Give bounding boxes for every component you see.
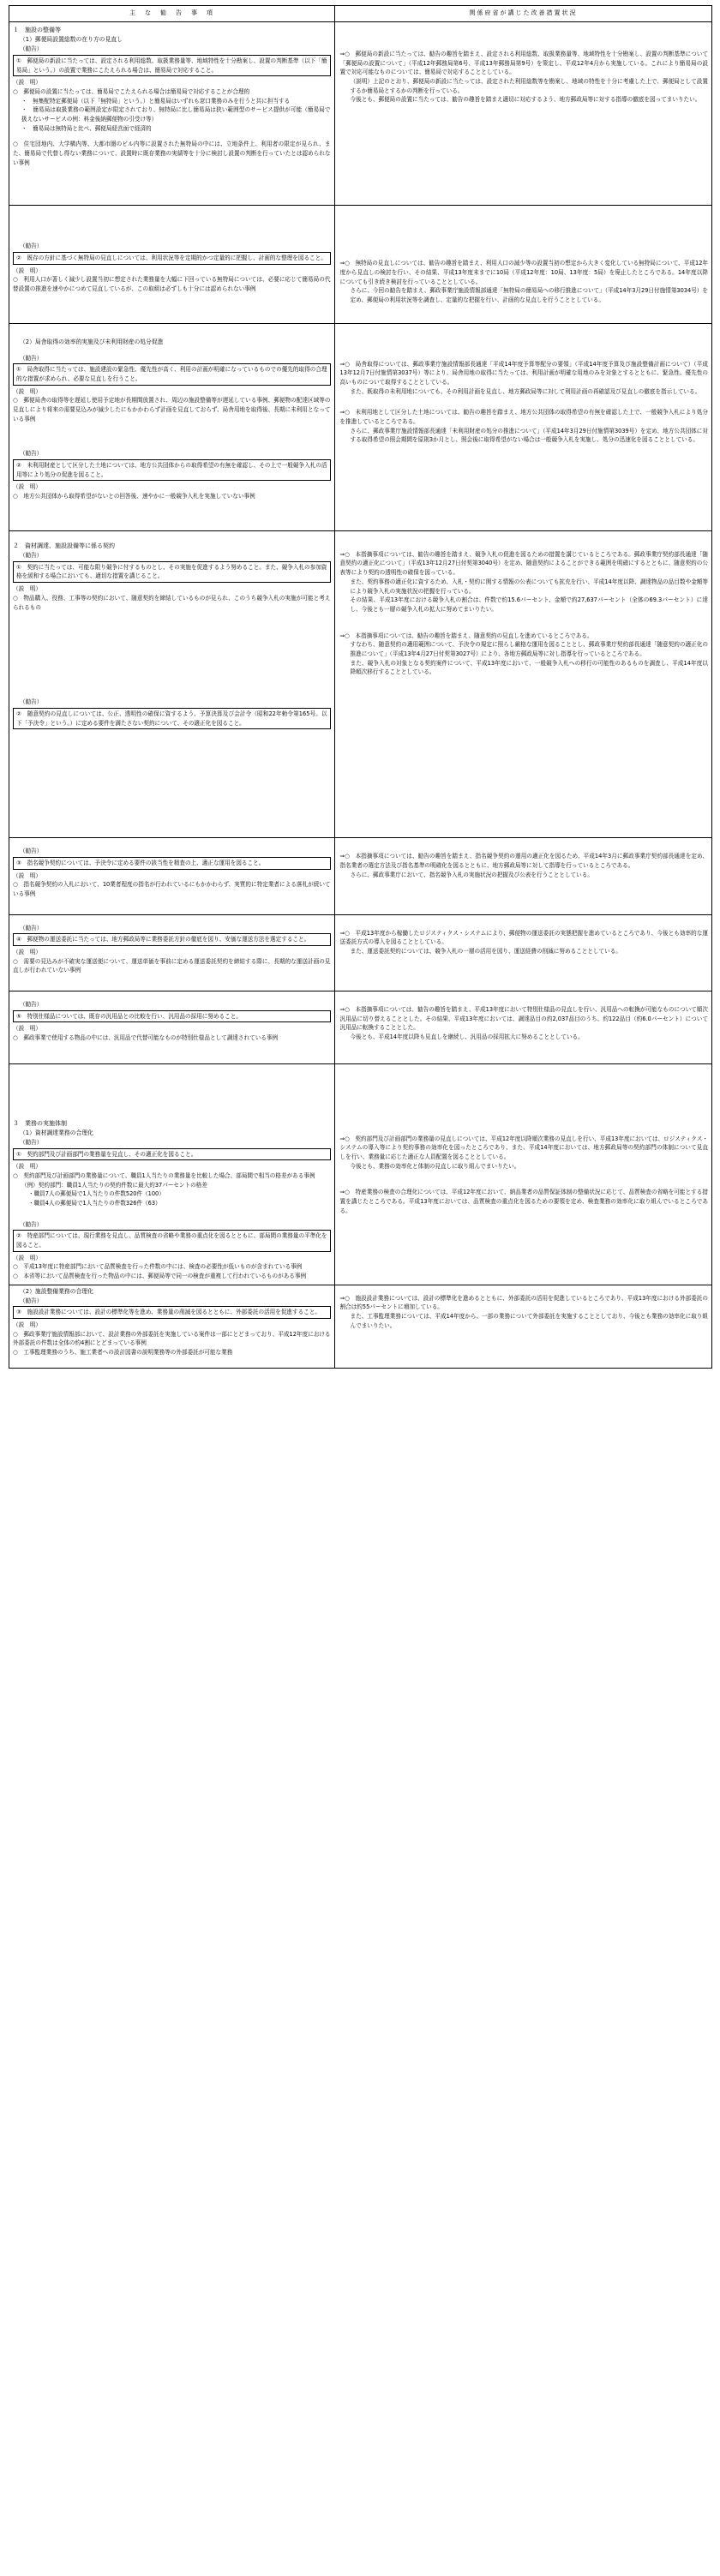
measure-text: ⇒○ 平成13年度から稼働したロジスティクス・システムにより、郵便物の運送委託の実態把握を進めているところであり、今後とも効率的な運送委託方式の導入を図ることとしている。 [339,929,708,946]
recommendation-box: ④ 郵便物の運送委託に当たっては、地方郵政局等に業務委託方針の徹底を図り、安価な運送方法を選定すること。 [13,933,331,946]
reason-bullet: ・職員7人の郵便局で1人当たりの件数520件（100） [28,1190,165,1198]
measure-text: ⇒○ 未利用地として区分した土地については、勧告の趣旨を踏まえ、地方公共団体の取得希望の有無を確認した上で、一般競争入札により処分を推進しているところである。 [339,409,708,426]
recommendation-table [9,5,712,1369]
recommendation-box: ① 郵便局の新設に当たっては、設定される利用総数、取扱業務量等、地域特性を十分勘案し、設置の判断基準（以下「簡易局」という。）の設置で業務にこたえられる場合は、簡易局で対応すること。 [13,55,331,76]
measure-text: ⇒○ 本指摘事項については、勧告の趣旨を踏まえ、競争入札の促進を図るための措置を講じているところである。郵政事業庁契約部長通達「随意契約の適正化について」（平成13年12月27日付契第3040号）を定め、随意契約によることができる範囲を明確にするとともに、随意契約の公表等により契約の透明性の確保を図っている。 [339,550,708,577]
kankoku-label: （勧告） [20,450,43,458]
measure-text: ⇒○ 施設設計業務については、設計の標準化を進めるとともに、外部委託の活用を促進しているところであり、平成13年度における外部委託の割合は約55パーセントに増加している。 [339,1294,708,1311]
measure-text: 今後とも、郵便局の設置に当たっては、勧告の趣旨を踏まえ適切に対応するよう、地方郵政局等に対する指導の徹底を図ってまいりたい。 [350,96,701,104]
kankoku-label: （勧告） [20,45,43,53]
subsection-title: （1）資材調達業務の合理化 [20,1129,93,1136]
subsection-title: （2）局舎取得の効率的実施及び未利用財産の処分促進 [20,338,164,345]
reason-text: ○ 郵便局の設置に当たっては、簡易局でこたえられる場合は簡易局で対応することが合理的 [13,88,250,96]
reason-label: （説 明） [13,79,41,87]
subsection-title: （2）施設整備業務の合理化 [20,1287,93,1295]
header-measures: 関係府省が講じた改善措置状況 [335,6,712,22]
section-contracts-1 [9,531,711,838]
kankoku-label: （勧告） [20,698,43,706]
measure-text: ⇒○ 局舎取得については、郵政事業庁施設情報部長通達「平成14年度予算等配分の要領」（平成14年度予算及び施設整備計画について）（平成13年12月7日付施情第3037号）等により、局舎用地の取得に当たっては、利用計画が明確な用地のみを対象とするとともに、緊急性、優先性の高いものについて取得することとしている。 [339,360,708,386]
measure-text: （説明）上記のとおり、郵便局の新設に当たっては、設定された利用総数等を勘案し、地域の特性を十分に考慮した上で、郵便局として設置するか簡易局とするかの判断を行っている。 [350,78,708,94]
reason-bullet: ・職員4人の郵便局で1人当たりの件数326件（63） [28,1199,161,1207]
kankoku-label: （勧告） [20,1138,43,1146]
reason-text: ○ 郵政事業で使用する物品の中には、汎用品で代替可能なものが特別仕様品として調達されている事例 [13,1033,279,1041]
recommendation-box: ② 未利用財産として区分した土地については、地方公共団体からの取得希望の有無を確認し、その上で一般競争入札の活用等により処分の促進を図ること。 [13,459,331,481]
kankoku-label: （勧告） [20,924,43,932]
kankoku-label: （勧告） [20,243,43,250]
recommendation-box: ① 契約部門及び計画部門の業務量を見直し、その適正化を図ること。 [13,1148,331,1161]
measure-text: また、契約事務の適正化に資するため、入札・契約に関する情報の公表についても拡充を行い、平成14年度以降、調達物品の品目数や金額等により競争入札の実施状況の把握を行っている。 [350,578,708,595]
recommendation-box: ① 局舎取得に当たっては、施設建設の緊急性、優先性が高く、利用の計画が明確になっているものでの優先的取得の合理的な措置が求められ、必要な見直しを行うこと。 [13,363,331,385]
kankoku-label: （勧告） [20,848,43,855]
kankoku-label: （勧告） [20,1220,43,1228]
reason-text: ○ 物品購入、役務、工事等の契約において、随意契約を締結しているものが見られ、このうち競争入札の実施が可能と考えられるもの [13,594,331,611]
recommendation-box: ⑤ 特別仕様品については、既存の汎用品との比較を行い、汎用品の採用に努めること。 [13,1010,331,1023]
measure-text: また、既取得の未利用地についても、その利用計画を見直し、地方郵政局等に対して利用計画の再確認及び見直しの徹底を指示している。 [350,387,701,395]
reason-text: ○ 工事監理業務のうち、施工業者への設計図書の説明業務等の外部委託が可能な業務 [13,1349,233,1357]
recommendation-box: ② 随意契約の見直しについては、公正、透明性の確保に資するよう、予算決算及び会計令（昭和22年勅令第165号。以下「予決令」という。）に定める要件を満たさない契約について、その適正化を図ること。 [13,708,331,729]
measure-text: また、運送委託契約については、競争入札の一層の活用を図り、運送経費の削減に努めることとしている。 [350,947,621,955]
measure-text: すなわち、随意契約の適用範囲について、予決令の規定に照らし厳格な運用を図ることとし、郵政事業庁契約部長通達「随意契約の適正化の推進について」（平成13年4月27日付契第3027号）により、各地方郵政局等に対し指導を行っているところである。 [350,641,708,657]
measure-text: 今後とも、平成14年度以降も見直しを継続し、汎用品の採用拡大に努めることとしている。 [350,1033,584,1040]
section-operations-1 [9,1064,711,1285]
reason-label: （説 明） [13,483,41,491]
reason-text: ○ 住宅団地内、大学構内等、大都市圏のビル内等に設置された無特局の中には、立地条件上、利用者の限定が見られ、また、簡易局で代替し得ない業務について、設置時に既存業務の実績等を十分に検討し設置の判断を行っていたとは認められない事例 [13,141,331,166]
reason-label: （説 明） [13,1025,41,1033]
section-title: ３ 業務の実施体制 [13,1119,67,1127]
reason-text: ○ 本省等において品質検査を行った物品の中には、郵便局等で同一の検査が重複して行われているものがある事例 [13,1272,307,1279]
section-facility-1 [9,22,711,206]
reason-text: ○ 地方公共団体から取得希望がないとの回答後、速やかに一般競争入札を実施していない事例 [13,493,255,500]
section-contracts-4 [9,991,711,1064]
recommendation-box: ② 既存の方針に基づく無特局の見直しについては、利用状況等を定期的かつ定量的に把握し、計画的な整理を図ること。 [13,252,331,265]
measure-text: ⇒○ 特産業務の検査の合理化については、平成12年度において、納品業者の品質保証体制の整備状況に応じて、品質検査の省略を可能とする措置を講じたところである。平成13年度においては、品質検査の重点化を図るための要領を定め、検査業務の効率化に取り組んでいるところである。 [339,1189,708,1214]
reason-label: （説 明） [13,585,41,593]
reason-text: ○ 契約部門及び計画部門の業務量について、職員1人当たりの業務量を比較した場合、部局間で相当の格差がある事例 [13,1171,315,1179]
reason-label: （説 明） [13,1254,41,1261]
reason-label: （説 明） [13,1321,41,1328]
measure-text: ⇒○ 本指摘事項については、勧告の趣旨を踏まえ、指名競争契約の運用の適正化を図るため、平成14年3月に郵政事業庁契約部長通達を定め、指名業者の選定方法及び指名基準の明確化を図るとともに、地方郵政局等に対して指導を行っているところである。 [339,853,708,869]
measure-text: ⇒○ 本指摘事項については、勧告の趣旨を踏まえ、平成13年度において特別仕様品の見直しを行い、汎用品への転換が可能なものについて順次汎用品に切り替えることとした。その結果、平成13年度においては、調達品目の約2,037品目のうち、約122品目（約6.0パーセント）について汎用品に転換することとした。 [339,1005,708,1032]
measure-text: さらに、郵政事業庁において、指名競争入札の実施状況の把握及び公表を行うこととしている。 [350,871,593,878]
reason-bullet: ・ 無集配特定郵便局（以下「無特局」という。）と簡易局はいずれも窓口業務のみを行うと共に担当する [21,97,291,105]
reason-label: （説 明） [13,267,41,274]
reason-text: ○ 平成13年度に特産部門において品質検査を行った件数の中には、検査の必要性が低いものが含まれている事例 [13,1263,303,1271]
section-operations-2 [9,1285,711,1368]
reason-text: ○ 郵便局舎の取得等を遅延し使用予定地が長期間放置され、周辺の施設整備等が遅延している事例、郵便物の配達区域等の見直しにより将来の需要見込みが減少したにもかかわらず計画を見直しておらず、局舎用地を取得後、長期に未利用となっている事例 [13,397,331,422]
measure-text: また、工事監理業務については、平成14年度から、一部の業務について外部委託を実施することとしており、今後とも業務の効率化に取り組んでまいりたい。 [350,1313,708,1329]
measure-text: ⇒○ 郵便局の新設に当たっては、勧告の趣旨を踏まえ、設定される利用総数、取扱業務量等、地域特性を十分勘案し、設置の判断基準について「郵便局の設置について」（平成12年郵務局第6号、平成13年郵務局第9号）を策定し、平成12年4月から実施している。これにより簡易局の設置で対応可能なものについては、簡易局で対応することとしている。 [339,51,708,76]
kankoku-label: （勧告） [20,552,43,560]
measure-text: ⇒○ 本指摘事項については、勧告の趣旨を踏まえ、随意契約の見直しを進めているところである。 [339,632,593,639]
measure-text: また、競争入札の対象となる契約案件について、平成13年度において、一般競争入札への移行の可能性のあるものを調査し、平成14年度以降順次移行することとしている。 [350,659,708,676]
kankoku-label: （勧告） [20,1297,43,1304]
section-contracts-3 [9,915,711,991]
reason-text: ○ 利用人口が著しく減少し設置当初に想定された業務量を大幅に下回っている無特局については、必要に応じて簡易局の代替設置の推進を速やかにつめて見直しているが、この取組は必ずしも十分には認められない事例 [13,276,331,293]
subsection-title: （1）郵便局設置総数の在り方の見直し [20,36,123,44]
recommendation-box: ① 契約に当たっては、可能な限り競争に付するものとし、その実施を促進するよう努めること。また、競争入札の参加資格を緩和する場合においても、適切な措置を講じること。 [13,561,331,583]
recommendation-box: ③ 施設設計業務については、設計の標準化等を進め、業務量の削減を図るとともに、外部委託の活用を促進すること。 [13,1306,331,1319]
measure-text: さらに、郵政事業庁施設情報部長通達「未利用財産の処分の推進について」（平成14年3月29日付施情第3039号）を定め、地方公共団体に対する取得希望の照会期間を原則3か月とし、照会後に取得希望がない場合は一般競争入札を実施し、処分の迅速化を図ることとしている。 [350,427,708,444]
section-contracts-2 [9,838,711,914]
measure-text: さらに、今回の勧告を踏まえ、郵政事業庁施設情報部通達「無特局の簡易局への移行推進について」（平成14年3月29日付施情第3034号）を定め、郵便局の利用状況等を調査し、定量的な把握を行い、計画的な見直しを行うこととしている。 [350,287,708,304]
reason-bullet: ・ 簡易局は無特局と比べ、郵便局経営面で経済的 [21,124,152,132]
reason-text: ○ 指名競争契約の入札において、10業者程度の指名が行われているにもかかわらず、実質的に特定業者による落札が続いている事例 [13,881,331,897]
reason-text: ○ 需要の見込みが不確実な運送便について、運送単価を事前に定める運送委託契約を締結する際に、長期的な運送計画の見直しが行われていない事例 [13,957,331,974]
document [9,5,711,1369]
measure-text: 今後とも、業務の効率化と体制の見直しに取り組んでまいりたい。 [350,1162,520,1170]
measure-text: ⇒○ 無特局の見直しについては、勧告の趣旨を踏まえ、利用人口の減少等の設置当初の想定から大きく変化している無特局について、平成12年度から見直しの検討を行い、その結果、平成13年度末までに10局（平成12年度：10局、13年度：5局）を廃止したところである。14年度以降についても引き続き検討を行っていることとしている。 [339,260,708,285]
reason-text: ○ 郵政事業庁施設情報部において、設計業務の外部委託を実施している案件は一部にとどまっており、平成12年度における外部委託の件数は全体の約4割にとどまっている事例 [13,1330,331,1347]
section-title: １ 施設の整備等 [13,27,61,33]
header-recommendations: 主 な 勧 告 事 項 [9,6,335,22]
reason-label: （説 明） [13,387,41,395]
kankoku-label: （勧告） [20,354,43,362]
reason-label: （説 明） [13,1163,41,1171]
kankoku-label: （勧告） [20,1000,43,1008]
reason-label: （説 明） [13,948,41,956]
recommendation-box: ② 特産部門については、現行業務を見直し、品質検査の省略や業務の重点化を図るとともに、部局間の業務量の平準化を図ること。 [13,1230,331,1251]
reason-label: （説 明） [13,872,41,879]
section-title: ２ 資材調達、施設設備等に係る契約 [13,542,115,549]
section-facility-2 [9,206,711,323]
section-facility-3 [9,324,711,531]
measure-text: ⇒○ 契約部門及び計画部門の業務量の見直しについては、平成12年度以降順次業務の見直しを行い、平成13年度においては、ロジスティクス・システムの導入等により契約事務の効率化を図ったところであり、また、平成14年度においては、地方郵政局等の契約部門の体制について見直しを行い、業務量に応じた適正な人員配置を図ることとしている。 [339,1135,708,1160]
reason-bullet: （例）契約部門：職員1人当たりの契約件数に最大約37パーセントの格差 [21,1181,207,1189]
measure-text: その結果、平成13年度における競争入札の割合は、件数で約15.6パーセント、金額で約27,637パーセント（全体の69.3パーセント）に達し、今後とも一層の競争入札の拡大に努めてまいりたい。 [350,596,708,613]
recommendation-box: ③ 指名競争契約については、予決令に定める要件の該当性を精査の上、適正な運用を図ること。 [13,857,331,870]
reason-bullet: ・ 簡易局は取扱業務の範囲設定が限定されており、無特局に比し簡易局は狭い範囲型のサービス提供が可能（簡易局で扱えないサービスの例：料金後納郵便物の引受け等） [21,106,331,123]
